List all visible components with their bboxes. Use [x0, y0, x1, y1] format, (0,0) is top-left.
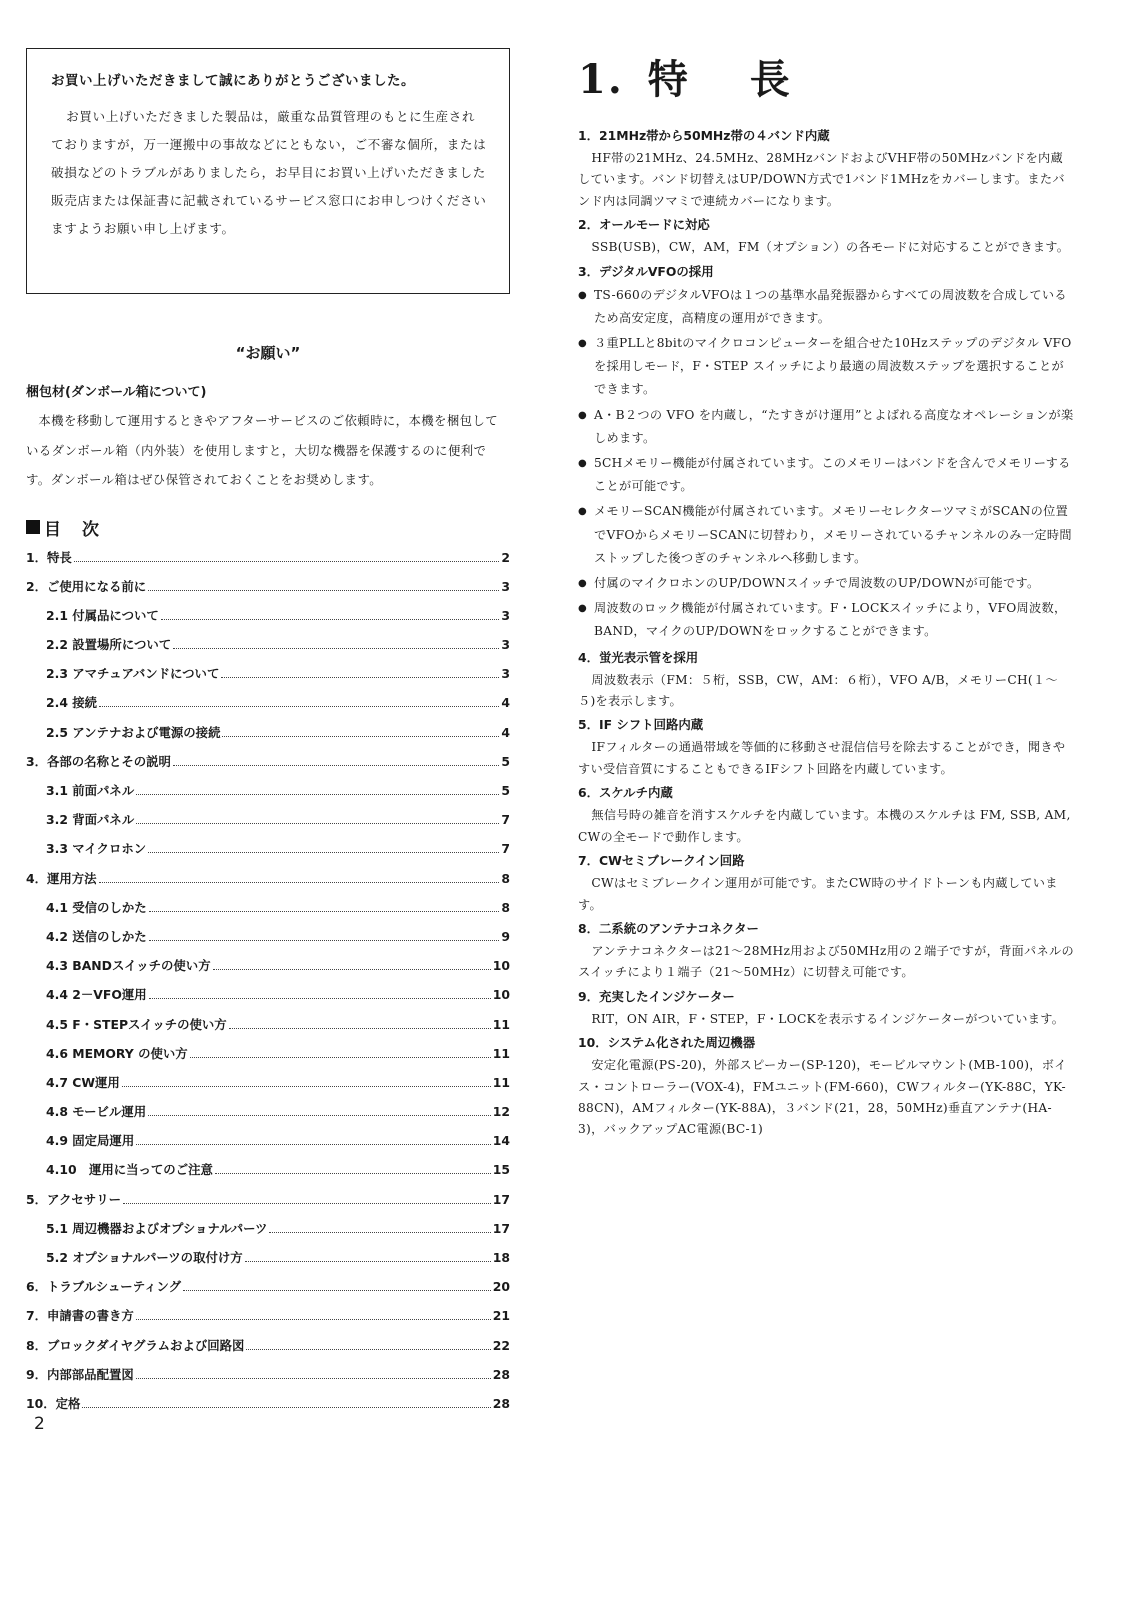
feature-bullet: ● 周波数のロック機能が付属されています。F・LOCKスイッチにより，VFO周波数，BAND，マイクのUP/DOWNをロックすることができます。 [578, 597, 1074, 643]
feature-section [578, 213, 1074, 258]
toc-leader-dots [148, 1115, 491, 1116]
feature-bullet: ● ３重PLLと8bitのマイクロコンピューターを組合せた10Hzステップのデジタル VFO を採用しモード，F・STEP スイッチにより最適の周波数ステップを選択することができます。 [578, 332, 1074, 402]
toc-item [26, 1277, 510, 1306]
toc-item-label: 4.3 BANDスイッチの使い方 [46, 958, 211, 974]
toc-item-label: 4．運用方法 [26, 870, 97, 886]
toc-item [26, 927, 510, 956]
toc-item-page: 5 [501, 783, 510, 798]
left-column [26, 48, 510, 1423]
toc-leader-dots [123, 1203, 491, 1204]
toc-item [26, 1073, 510, 1102]
toc-item-page: 14 [492, 1133, 510, 1149]
table-of-contents [26, 548, 510, 1424]
toc-leader-dots [173, 648, 499, 649]
feature-title: 1．21MHz帯から50MHz帯の４バンド内蔵 [578, 128, 830, 143]
feature-section [578, 849, 1074, 916]
toc-item [26, 1336, 510, 1365]
toc-item-label: 2.4 接続 [46, 695, 98, 711]
toc-item [26, 956, 510, 985]
toc-item-page: 9 [501, 928, 510, 944]
toc-item [26, 606, 510, 635]
toc-leader-dots [222, 736, 499, 737]
toc-item [26, 723, 510, 752]
feature-title: 3．デジタルVFOの採用 [578, 263, 714, 279]
toc-item-page: 15 [492, 1162, 510, 1178]
toc-item-page: 22 [492, 1337, 510, 1353]
feature-section [578, 124, 1074, 212]
toc-heading [26, 515, 510, 540]
toc-leader-dots [269, 1232, 490, 1233]
request-title: “お願い” [235, 344, 301, 362]
toc-item-label: 6．トラブルシューティング [26, 1279, 182, 1295]
toc-item [26, 1015, 510, 1044]
toc-item-label: 10．定格 [26, 1395, 81, 1411]
page-title-number: 1. [578, 56, 624, 103]
feature-bullet: ● 付属のマイクロホンのUP/DOWNスイッチで周波数のUP/DOWNが可能です。 [578, 572, 1074, 595]
toc-leader-dots [74, 561, 500, 562]
feature-text: RIT，ON AIR，F・STEP，F・LOCKを表示するインジケーターがついています。 [591, 1011, 1065, 1026]
feature-section [578, 713, 1074, 780]
black-square-icon [26, 520, 40, 534]
toc-item [26, 898, 510, 927]
toc-item-page: 3 [501, 578, 510, 594]
toc-leader-dots [215, 1173, 491, 1174]
feature-text: SSB(USB)，CW，AM，FM（オプション）の各モードに対応することができます。 [591, 240, 1070, 255]
toc-item-label: 4.10 運用に当ってのご注意 [46, 1162, 213, 1178]
page-title-char-2: 長 [749, 56, 792, 103]
toc-item-label: 2.3 アマチュアバンドについて [46, 666, 220, 682]
toc-item-page: 10 [492, 958, 510, 974]
toc-item-page: 11 [492, 1074, 510, 1090]
toc-item [26, 1394, 510, 1423]
toc-item-page: 7 [501, 841, 510, 857]
toc-item-label: 5.2 オプショナルパーツの取付け方 [46, 1250, 243, 1265]
feature-title: 9．充実したインジケーター [578, 988, 735, 1004]
feature-text: 安定化電源(PS-20)，外部スピーカー(SP-120)，モービルマウント(MB-100)，ボイス・コントローラー(VOX-4)，FMユニット(FM-660)，CWフィルター(YK-88C，YK-88CN)，AMフィルター(YK-88A)，３バンド(21，28，50MHz)垂直アンテナ(HA-3)，バックアップAC電源(BC-1) [578, 1058, 1067, 1137]
toc-item-label: 2.5 アンテナおよび電源の接続 [46, 724, 221, 740]
feature-section [578, 646, 1074, 713]
toc-item-page: 7 [501, 812, 510, 828]
toc-item [26, 664, 510, 693]
feature-title: 5．IF シフト回路内蔵 [578, 717, 704, 733]
feature-bullet: ● A・B２つの VFO を内蔵し，“たすきがけ運用”とよばれる高度なオペレーションが楽しめます。 [578, 404, 1074, 450]
feature-section [578, 985, 1074, 1030]
toc-item-label: 5.1 周辺機器およびオプショナルパーツ [46, 1220, 268, 1236]
toc-item-page: 28 [492, 1366, 510, 1382]
toc-leader-dots [148, 852, 499, 853]
toc-item [26, 1219, 510, 1248]
toc-item-label: 4.6 MEMORY の使い方 [46, 1045, 188, 1061]
feature-bullet: ● TS-660のデジタルVFOは１つの基準水晶発振器からすべての周波数を合成しているため高安定度，高精度の運用ができます。 [578, 284, 1074, 330]
toc-item-page: 10 [492, 987, 510, 1003]
toc-item [26, 1306, 510, 1335]
toc-item-label: 7．申請書の書き方 [26, 1308, 134, 1324]
feature-title: 6．スケルチ内蔵 [578, 785, 673, 801]
toc-item-page: 4 [501, 724, 510, 740]
toc-item-label: 8．ブロックダイヤグラムおよび回路図 [26, 1337, 245, 1353]
feature-text: 周波数表示（FM：５桁，SSB，CW，AM：６桁），VFO A/B，メモリーCH(１～５)を表示します。 [578, 672, 1058, 709]
toc-item-label: 9．内部部品配置図 [26, 1366, 134, 1382]
toc-leader-dots [149, 998, 491, 999]
toc-item-label: 4.7 CW運用 [46, 1074, 120, 1090]
toc-item-page: 28 [492, 1395, 510, 1411]
feature-title: 4．蛍光表示管を採用 [578, 649, 699, 665]
thank-you-notice [26, 48, 510, 294]
toc-item-label: 4.1 受信のしかた [46, 899, 147, 915]
feature-list [578, 124, 1074, 1141]
feature-text: HF帯の21MHz、24.5MHz、28MHzバンドおよびVHF帯の50MHzバンドを内蔵しています。バンド切替えはUP/DOWN方式で1バンド1MHzをカバーします。またバンド内は同調ツマミで連続カバーになります。 [578, 151, 1065, 208]
toc-heading-text: 目 次 [44, 519, 101, 540]
toc-item-page: 12 [492, 1104, 510, 1120]
toc-item [26, 635, 510, 664]
notice-body: お買い上げいただきました製品は，厳重な品質管理のもとに生産されておりますが，万一運搬中の事故などにともない，ご不審な個所，または破損などのトラブルがありましたら，お早目にお買い上げいただきました販売店または保証書に記載されているサービス窓口にお申しつけくださいますようお願い申し上げます。 [51, 109, 487, 236]
toc-item-label: 4.8 モービル運用 [46, 1104, 147, 1120]
toc-item-label: 3.2 背面パネル [46, 812, 135, 828]
page-number: 2 [34, 1414, 45, 1434]
toc-item-label: 2．ご使用になる前に [26, 578, 147, 594]
toc-item-page: 18 [492, 1250, 510, 1265]
toc-leader-dots [149, 911, 500, 912]
feature-section [578, 1031, 1074, 1141]
toc-leader-dots [245, 1261, 491, 1262]
toc-item [26, 1190, 510, 1219]
notice-title: お買い上げいただきまして誠にありがとうございました。 [51, 73, 415, 89]
toc-item [26, 869, 510, 898]
toc-leader-dots [229, 1028, 491, 1029]
toc-item [26, 985, 510, 1014]
feature-title: 7．CWセミブレークイン回路 [578, 853, 745, 869]
feature-text: 無信号時の雑音を消すスケルチを内蔵しています。本機のスケルチは FM, SSB, AM, CWの全モードで動作します。 [578, 808, 1071, 844]
toc-leader-dots [82, 1407, 490, 1408]
toc-item [26, 577, 510, 606]
toc-leader-dots [136, 823, 499, 824]
toc-item-page: 8 [501, 899, 510, 915]
toc-item [26, 1102, 510, 1131]
toc-item-label: 4.5 F・STEPスイッチの使い方 [46, 1016, 227, 1032]
toc-item-label: 2.2 設置場所について [46, 637, 172, 653]
toc-item-page: 2 [501, 549, 510, 565]
toc-leader-dots [149, 940, 500, 941]
toc-item [26, 1365, 510, 1394]
toc-item-page: 21 [492, 1308, 510, 1324]
right-column [578, 48, 1074, 1142]
toc-item-page: 17 [492, 1220, 510, 1236]
toc-item-label: 5．アクセサリー [26, 1191, 121, 1207]
toc-item-page: 20 [492, 1279, 510, 1295]
toc-item [26, 752, 510, 781]
page-title [578, 48, 1074, 104]
toc-item-page: 4 [501, 695, 510, 711]
feature-title: 2．オールモードに対応 [578, 217, 710, 233]
feature-bullet: ● メモリーSCAN機能が付属されています。メモリーセレクターツマミがSCANの位置でVFOからメモリーSCANに切替わり，メモリーされているチャンネルのみ一定時間ストップした後つぎのチャンネルへ移動します。 [578, 500, 1074, 570]
toc-item-label: 3．各部の名称とその説明 [26, 753, 171, 769]
toc-leader-dots [99, 882, 500, 883]
toc-item [26, 1248, 510, 1277]
toc-item [26, 1160, 510, 1189]
toc-item-label: 4.2 送信のしかた [46, 928, 147, 944]
toc-leader-dots [136, 1319, 491, 1320]
toc-item-label: 2.1 付属品について [46, 607, 159, 623]
toc-leader-dots [161, 619, 500, 620]
toc-item [26, 1131, 510, 1160]
request-body: 本機を移動して運用するときやアフターサービスのご依頼時に，本機を梱包しているダンボール箱（内外装）を使用しますと，大切な機器を保護するのに便利です。ダンボール箱はぜひ保管されておくことをお奨めします。 [26, 413, 498, 487]
toc-item-label: 3.1 前面パネル [46, 783, 135, 798]
toc-item-page: 3 [501, 666, 510, 682]
toc-item-page: 5 [501, 753, 510, 769]
toc-leader-dots [183, 1290, 491, 1291]
feature-title: 8．二系統のアンテナコネクター [578, 920, 759, 936]
feature-section [578, 917, 1074, 984]
toc-leader-dots [122, 1086, 491, 1087]
toc-item-label: 4.4 2－VFO運用 [46, 987, 147, 1003]
toc-leader-dots [221, 677, 499, 678]
toc-leader-dots [136, 1378, 491, 1379]
toc-item-page: 8 [501, 870, 510, 886]
toc-item-page: 11 [492, 1016, 510, 1032]
toc-leader-dots [136, 1144, 491, 1145]
page-title-char-1: 特 [647, 56, 690, 103]
feature-text: アンテナコネクターは21～28MHz用および50MHz用の２端子ですが，背面パネルのスイッチにより１端子（21～50MHz）に切替え可能です。 [578, 943, 1074, 980]
toc-item [26, 810, 510, 839]
feature-section [578, 781, 1074, 848]
toc-item-label: 3.3 マイクロホン [46, 841, 147, 857]
feature-bullet-list [578, 284, 1074, 644]
feature-bullet: ● 5CHメモリー機能が付属されています。このメモリーはバンドを含んでメモリーすることが可能です。 [578, 452, 1074, 498]
toc-item-page: 17 [492, 1191, 510, 1207]
feature-title: 10．システム化された周辺機器 [578, 1035, 756, 1051]
toc-item [26, 781, 510, 810]
toc-item-page: 11 [492, 1045, 510, 1061]
toc-item [26, 839, 510, 868]
toc-leader-dots [99, 706, 499, 707]
request-subtitle: 梱包材(ダンボール箱について) [26, 385, 207, 400]
feature-text: CWはセミブレークイン運用が可能です。またCW時のサイドトーンも内蔵しています。 [578, 876, 1058, 912]
toc-leader-dots [148, 590, 499, 591]
toc-item-label: 1．特長 [26, 549, 72, 565]
toc-leader-dots [213, 969, 491, 970]
toc-item-label: 4.9 固定局運用 [46, 1133, 135, 1149]
toc-item [26, 1044, 510, 1073]
feature-section [578, 260, 1074, 644]
feature-text: IFフィルターの通過帯域を等価的に移動させ混信信号を除去することができ，聞きやすい受信音質にすることもできるIFシフト回路を内蔵しています。 [578, 740, 1066, 776]
toc-leader-dots [246, 1349, 490, 1350]
toc-leader-dots [173, 765, 499, 766]
toc-leader-dots [190, 1057, 491, 1058]
toc-item-page: 3 [501, 607, 510, 623]
toc-item [26, 693, 510, 722]
toc-item-page: 3 [501, 637, 510, 653]
toc-leader-dots [136, 794, 499, 795]
toc-item [26, 548, 510, 577]
